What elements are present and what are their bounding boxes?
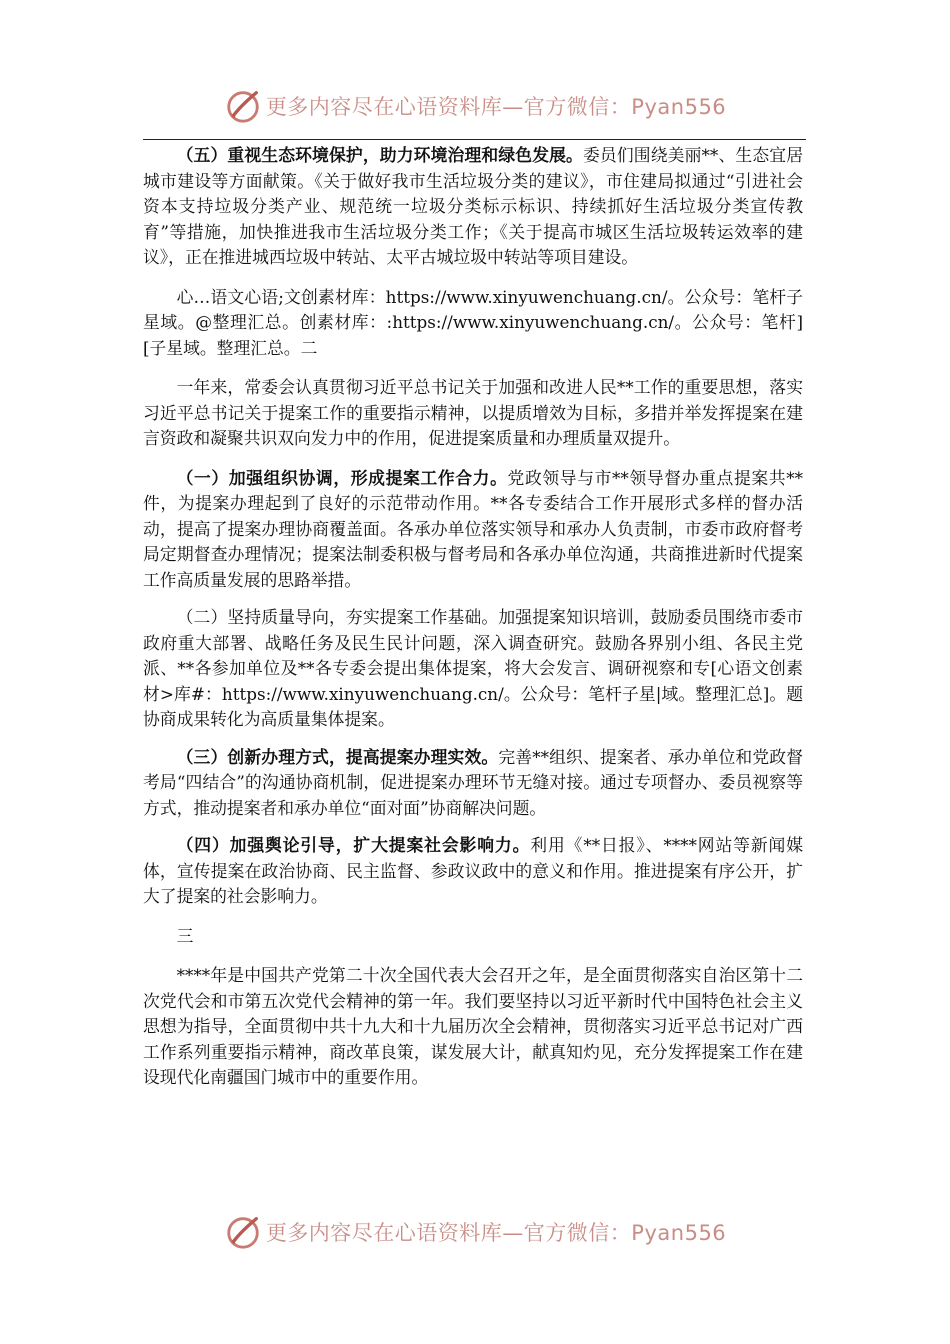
paragraph-4 (143, 833, 803, 910)
paragraph-text: 委员们围绕美丽**、生态宜居城市建设等方面献策。《关于做好我市生活垃圾分类的建议》，市住建局拟通过“引进社会资本支持垃圾分类产业、规范统一垃圾分类标示标识、持续抓好生活垃圾分类宣传教育”等措施，加快推进我市生活垃圾分类工作；《关于提高市城区生活垃圾转运效率的建议》，正在推进城西垃圾中转站、太平古城垃圾中转站等项目建设。 (143, 145, 803, 267)
paragraph-text: 一年来，常委会认真贯彻习近平总书记关于加强和改进人民**工作的重要思想，落实习近平总书记关于提案工作的重要指示精神，以提质增效为目标，多措并举发挥提案在建言资政和凝聚共识双向发力中的作用，促进提案质量和办理质量双提升。 (143, 377, 803, 448)
paragraph-outlook (143, 963, 803, 1091)
footer-banner (0, 1210, 950, 1254)
paragraph-text: 三 (176, 925, 194, 946)
paragraph-text: 完善**组织、提案者、承办单位和党政督考局“四结合”的沟通协商机制，促进提案办理环节无缝对接。通过专项督办、委员视察等方式，推动提案者和承办单位“面对面”协商解决问题。 (143, 746, 803, 818)
header-banner (0, 84, 950, 128)
paragraph-heading: （一）加强组织协调，形成提案工作合力。 (176, 467, 508, 488)
paragraph-watermark-note (143, 285, 803, 362)
paragraph-heading: （四）加强舆论引导，扩大提案社会影响力。 (176, 835, 531, 855)
paragraph-summary (143, 375, 803, 452)
paragraph-text: ****年是中国共产党第二十次全国代表大会召开之年，是全面贯彻落实自治区第十二次党代会和市第五次党代会精神的第一年。我们要坚持以习近平新时代中国特色社会主义思想为指导，全面贯彻中共十九大和十九届历次全会精神，贯彻落实习近平总书记对广西工作系列重要指示精神，商改革良策，谋发展大计，献真知灼见，充分发挥提案工作在建设现代化南疆国门城市中的重要作用。 (143, 965, 803, 1087)
header-divider (143, 139, 806, 140)
paragraph-text: 党政领导与市**领导督办重点提案共**件，为提案办理起到了良好的示范带动作用。**各专委结合工作开展形式多样的督办活动，提高了提案办理协商覆盖面。各承办单位落实领导和承办人负责制，市委市政府督考局定期督查办理情况；提案法制委积极与督考局和各承办单位沟通，共商推进新时代提案工作高质量发展的思路举措。 (143, 467, 803, 590)
brush-logo-icon (224, 87, 262, 125)
paragraph-text: 心…语文心语;文创素材库：https://www.xinyuwenchuang.cn/。公众号：笔杆子星域。@整理汇总。创素材库：:https://www.xinyuwenchuang.cn/。公众号：笔杆][子星域。整理汇总。二 (143, 286, 803, 358)
document-body (143, 143, 803, 1105)
section-heading-3 (143, 924, 803, 950)
paragraph-heading: （三）创新办理方式，提高提案办理实效。 (176, 746, 499, 767)
header-banner-text: 更多内容尽在心语资料库—官方微信：Pyan556 (265, 95, 727, 119)
paragraph-3 (143, 745, 803, 822)
paragraph-5 (143, 143, 803, 271)
paragraph-text: 利用《**日报》、****网站等新闻媒体，宣传提案在政治协商、民主监督、参政议政中的意义和作用。推进提案有序公开，扩大了提案的社会影响力。 (143, 835, 803, 906)
paragraph-text: （二）坚持质量导向，夯实提案工作基础。加强提案知识培训，鼓励委员围绕市委市政府重大部署、战略任务及民生民计问题，深入调查研究。鼓励各界别小组、各民主党派、**各参加单位及**各专委会提出集体提案，将大会发言、调研视察和专[心语文创素材>库#：https://www.xinyuwenchuang.cn/。公众号：笔杆子星|域。整理汇总]。题协商成果转化为高质量集体提案。 (143, 607, 803, 729)
paragraph-1 (143, 466, 803, 594)
paragraph-heading: （五）重视生态环境保护，助力环境治理和绿色发展。 (176, 145, 583, 165)
paragraph-2 (143, 605, 803, 733)
footer-banner-text: 更多内容尽在心语资料库—官方微信：Pyan556 (265, 1221, 727, 1245)
brush-logo-icon (224, 1213, 262, 1251)
